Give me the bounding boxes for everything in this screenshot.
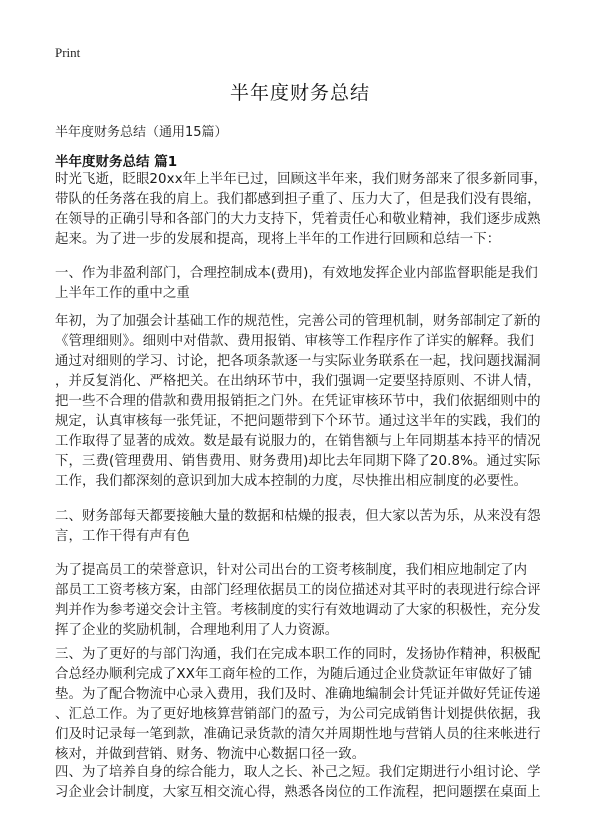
text-line: 带队的任务落在我的肩上。我们都感到担子重了、压力大了，但是我们没有畏缩， — [55, 192, 541, 207]
text-line: ，并反复消化、严格把关。在出纳环节中，我们强调一定要坚持原则、不讲人情， — [55, 374, 541, 389]
text-line: 核对，并做到营销、财务、物流中心数据口径一致。 — [55, 747, 366, 762]
document-title: 半年度财务总结 — [229, 82, 370, 104]
text-line: 、汇总工作。为了更好地核算营销部门的盈亏，为公司完成销售计划提供依据，我 — [55, 707, 541, 722]
text-line: 工作取得了显著的成效。数是最有说服力的，在销售额与上年同期基本持平的情况 — [55, 434, 541, 449]
paragraph-cost-control — [55, 312, 547, 492]
text-line: 挥了企业的奖励机制，合理地利用了人力资源。 — [55, 623, 339, 638]
text-line: 习企业会计制度，大家互相交流心得，熟悉各岗位的工作流程，把问题摆在桌面上 — [55, 785, 541, 800]
text-line: 把一些不合理的借款和费用报销拒之门外。在凭证审核环节中，我们依据细则中的 — [55, 394, 541, 409]
text-line: 上半年工作的重中之重 — [55, 286, 190, 301]
text-line: 合总经办顺利完成了XX年工商年检的工作，为随后通过企业贷款证年审做好了铺 — [55, 667, 533, 682]
section-heading-1 — [55, 264, 547, 304]
section-heading-3 — [55, 645, 547, 765]
text-line: 三、为了更好的与部门沟通，我们在完成本职工作的同时，发扬协作精神，积极配 — [55, 647, 541, 662]
text-line: 言，工作干得有声有色 — [55, 529, 190, 544]
article-heading: 半年度财务总结 篇1 — [55, 154, 178, 170]
text-line: 四、为了培养自身的综合能力，取人之长、补己之短。我们定期进行小组讨论、学 — [55, 765, 541, 780]
text-line: 年初，为了加强会计基础工作的规范性，完善公司的管理机制，财务部制定了新的 — [55, 314, 541, 329]
text-line: 一、作为非盈利部门，合理控制成本(费用)，有效地发挥企业内部监督职能是我们 — [55, 266, 538, 281]
text-line: 判并作为参考递交会计主管。考核制度的实行有效地调动了大家的积极性，充分发 — [55, 603, 541, 618]
text-line: 二、财务部每天都要接触大量的数据和枯燥的报表，但大家以苦为乐，从来没有怨 — [55, 509, 541, 524]
document-subtitle: 半年度财务总结（通用15篇） — [55, 125, 228, 140]
print-link[interactable]: Print — [55, 45, 81, 60]
text-line: 在领导的正确引导和各部门的大力支持下，凭着责任心和敬业精神，我们逐步成熟 — [55, 212, 541, 227]
text-line: 时光飞逝，眨眼20xx年上半年已过，回顾这半年来，我们财务部来了很多新同事， — [55, 172, 547, 187]
text-line: 工作，我们都深刻的意识到加大成本控制的力度，尽快推出相应制度的必要性。 — [55, 474, 528, 489]
text-line: 下，三费(管理费用、销售费用、财务费用)却比去年同期下降了20.8%。通过实际 — [55, 454, 541, 469]
text-line: 们及时记录每一笔到款，准确记录货款的清欠并周期性地与营销人员的往来帐进行 — [55, 727, 541, 742]
text-line: 通过对细则的学习、讨论，把各项条款逐一与实际业务联系在一起，找问题找漏洞 — [55, 354, 541, 369]
text-line: 《管理细则》。细则中对借款、费用报销、审核等工作程序作了详实的解释。我们 — [55, 334, 534, 349]
text-line: 为了提高员工的荣誉意识，针对公司出台的工资考核制度，我们相应地制定了内 — [55, 563, 528, 578]
text-line: 部员工工资考核方案，由部门经理依据员工的岗位描述对其平时的表现进行综合评 — [55, 583, 541, 598]
section-heading-2 — [55, 507, 547, 547]
text-line: 起来。为了进一步的发展和提高，现将上半年的工作进行回顾和总结一下： — [55, 232, 501, 247]
section-heading-4 — [55, 763, 547, 803]
paragraph-honor — [55, 561, 547, 641]
paragraph-intro — [55, 170, 547, 250]
text-line: 规定，认真审核每一张凭证，不把问题带到下个环节。通过这半年的实践，我们的 — [55, 414, 541, 429]
text-line: 垫。为了配合物流中心录入费用，我们及时、准确地编制会计凭证并做好凭证传递 — [55, 687, 541, 702]
